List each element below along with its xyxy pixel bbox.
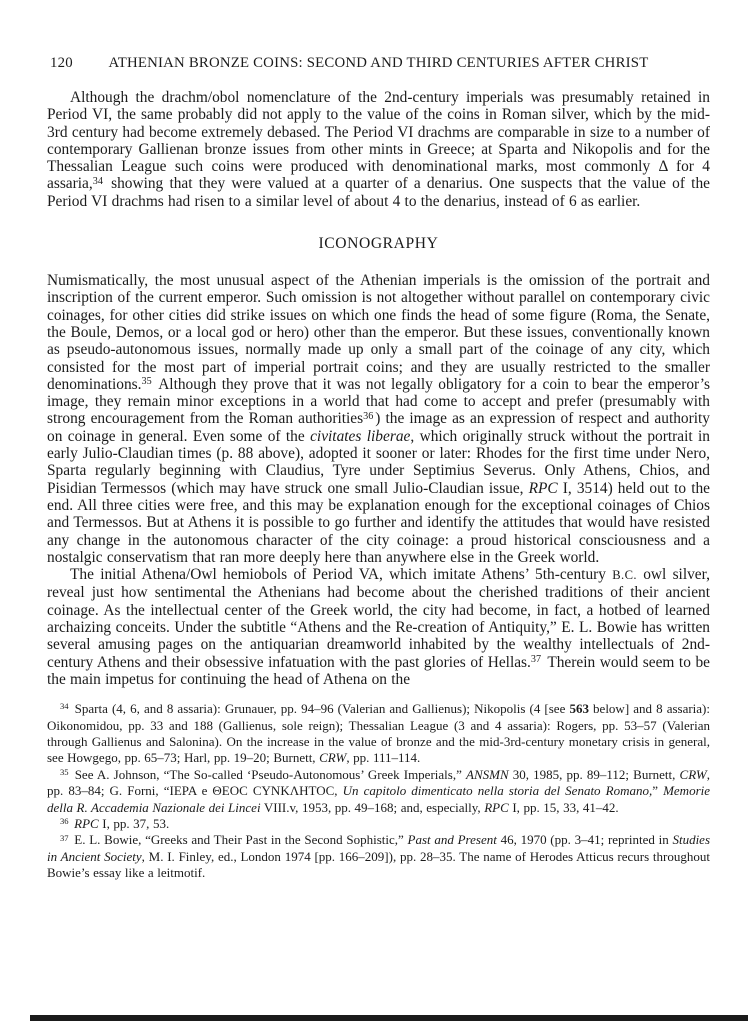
page-header (47, 54, 710, 72)
running-header: ATHENIAN BRONZE COINS: SECOND AND THIRD CENTURIES AFTER CHRIST (108, 55, 649, 71)
footnote-34: $^{34}$ Sparta (4, 6, and 8 assaria): Grunauer, pp. 94–96 (Valerian and Gallienus); Nikopolis (4 [see 563 below] and 8 assaria): Oikonomidou, pp. 33 and 188 (Gallienus, sole reign); Thessalian League (3 and 4 assaria): Rogers, pp. 53–57 (Valerian through Gallienus and Salonina). On the increase in the value of bronze and the mid-3rd-century monetary crisis in general, see Howgego, pp. 65–73; Harl, pp. 19–20; Burnett, CRW, pp. 111–114. (47, 701, 710, 766)
footnotes-block (47, 701, 710, 881)
scan-artifact-bar (30, 1015, 748, 1021)
section-heading-iconography: ICONOGRAPHY (318, 235, 439, 253)
paragraph-portrait-omission: Numismatically, the most unusual aspect of the Athenian imperials is the omission of the portrait and inscription of the current emperor. Such omission is not altogether without parallel on contemporary civic coinages, for other cities did strike issues on which one finds the head of some figure (Roma, the Senate, the Boule, Demos, or a local god or hero) other than the emperor. But these issues, conventionally known as pseudo-autonomous issues, normally made up only a small part of the coinage of any city, which consisted for the most part of imperial portrait coins; and they are usually restricted to the smaller denominations.$^{35}$ Although they prove that it was not legally obligatory for a coin to bear the emperor’s image, they remain minor exceptions in a world that had come to accept and prefer (presumably with strong encouragement from the Roman authorities$^{36}$ ) the image as an expression of respect and authority on coinage in general. Even some of the civitates liberae, which originally struck without the portrait in early Julio-Claudian times (p. 88 above), adopted it sooner or later: Rhodes for the first time under Nero, Sparta regularly beginning with Claudius, Tyre under Septimius Severus. Only Athens, Chios, and Pisidian Termessos (which may have struck one small Julio-Claudian issue, RPC I, 3514) held out to the end. All three cities were free, and this may be explanation enough for the exceptional coinages of Chios and Termessos. But at Athens it is possible to go further and identify the attitudes that would have resisted any change in the autonomous character of the city coinage: a proud historical consciousness and a nostalgic conservatism that ran more deeply here than anywhere else in the Greek world. (47, 272, 710, 566)
footnote-35: $^{35}$ See A. Johnson, “The So-called ‘Pseudo-Autonomous’ Greek Imperials,” ANSMN 30, 1985, pp. 89–112; Burnett, CRW, pp. 83–84; G. Forni, “ΙΕΡΑ e ΘΕΟC CΥΝΚΛΗΤΟC, Un capitolo dimenticato nella storia del Senato Romano,” Memorie della R. Accademia Nazionale dei Lincei VIII.v, 1953, pp. 49–168; and, especially, RPC I, pp. 15, 33, 41–42. (47, 766, 711, 815)
paragraph-athena-owl: The initial Athena/Owl hemiobols of Period VA, which imitate Athens’ 5th-century B.C. owl silver, reveal just how sentimental the Athenians had become about the cherished traditions of their ancient coinage. As the intellectual center of the Greek world, the city had become, in fact, a hotbed of learned archaizing conceits. Under the subtitle “Athens and the Re-creation of Antiquity,” E. L. Bowie has written several amusing pages on the antiquarian dreamworld inhabited by the wealthy intellectuals of 2nd-century Athens and their obsessive infatuation with the past glories of Hellas.$^{37}$ Therein would seem to be the main impetus for continuing the head of Athena on the (47, 566, 710, 688)
paragraph-drachm-value: Although the drachm/obol nomenclature of the 2nd-century imperials was presumably retained in Period VI, the same probably did not apply to the value of the coins in Roman silver, which by the mid-3rd century had become extremely debased. The Period VI drachms are comparable in size to a number of contemporary Gallienan bronze issues from other mints in Greece; at Sparta and Nikopolis and for the Thessalian League such coins were produced with denominational marks, most commonly Δ for 4 assaria,$^{34}$ showing that they were valued at a quarter of a denarius. One suspects that the value of the Period VI drachms had risen to a similar level of about 4 to the denarius, instead of 6 as earlier. (47, 89, 710, 210)
page-number: 120 (50, 55, 73, 71)
footnote-36: $^{36}$ RPC I, pp. 37, 53. (60, 816, 170, 832)
footnote-37: $^{37}$ E. L. Bowie, “Greeks and Their Past in the Second Sophistic,” Past and Present 46, 1970 (pp. 3–41; reprinted in Studies in Ancient Society, M. I. Finley, ed., London 1974 [pp. 166–209]), pp. 28–35. The name of Herodes Atticus recurs throughout Bowie’s essay like a leitmotif. (47, 832, 711, 881)
page-body (47, 89, 710, 688)
